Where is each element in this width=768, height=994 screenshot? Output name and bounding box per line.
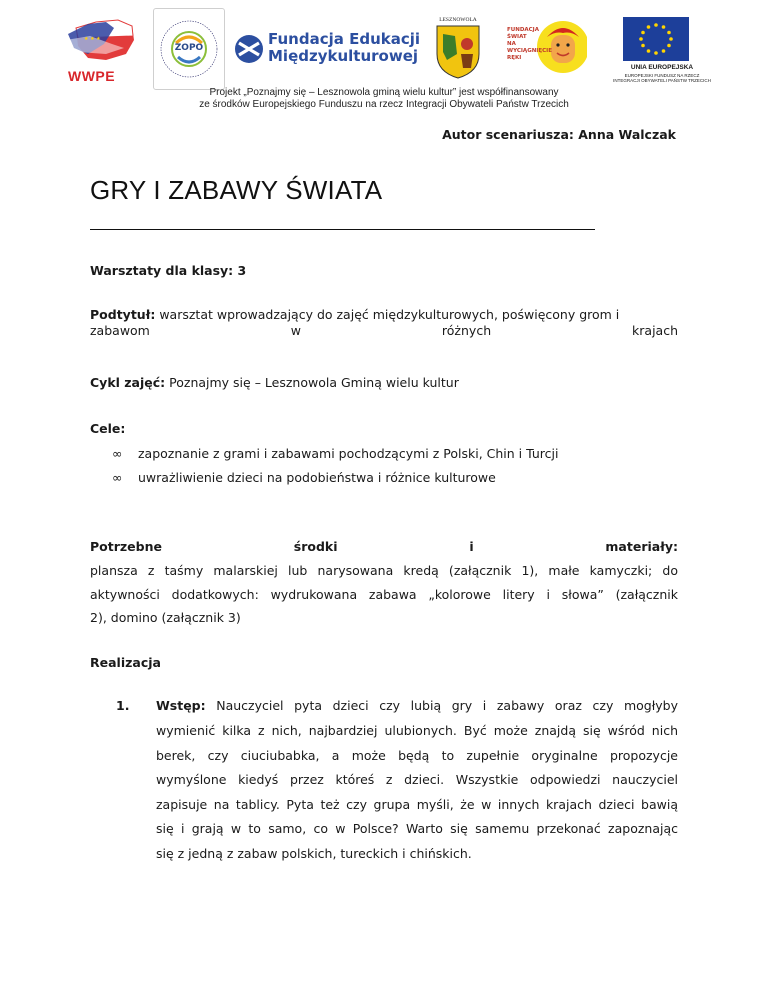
eu-logo bbox=[613, 17, 711, 87]
goals-label: Cele: bbox=[90, 421, 126, 436]
subtitle-word: zabawom bbox=[90, 323, 150, 338]
bullet-icon: ∞ bbox=[112, 470, 123, 485]
swiat-line1: FUNDACJA bbox=[507, 27, 539, 33]
step-line: się i grają w to samo, co w Polsce? Warto się samemu przekonać zapoznając bbox=[156, 821, 678, 836]
goal-item: zapoznanie z grami i zabawami pochodzącymi z Polski, Chin i Turcji bbox=[138, 446, 559, 461]
eu-fund-line1: EUROPEJSKI FUNDUSZ NA RZECZ bbox=[624, 73, 700, 78]
step-line: zapisuje na tablicy. Pyta też czy grupa myśli, że w innych krajach dzieci bawią bbox=[156, 797, 678, 812]
funding-note bbox=[0, 87, 768, 111]
globe-icon bbox=[234, 34, 264, 64]
funding-line1: Projekt „Poznajmy się – Lesznowola gminą wielu kultur” jest współfinansowany bbox=[209, 87, 559, 98]
subtitle-line2 bbox=[90, 322, 678, 340]
eu-fund-line2: INTEGRACJI OBYWATELI PAŃSTW TRZECICH bbox=[613, 78, 711, 83]
step-line: wymyślone kiedyś przez któreś z dzieci. Wszystkie odpowiedzi nauczyciel bbox=[156, 772, 678, 787]
svg-text:★ ★ ★: ★ ★ ★ bbox=[84, 36, 101, 42]
subtitle-word: różnych bbox=[441, 323, 492, 338]
funding-line2: ze środków Europejskiego Funduszu na rzecz Integracji Obywateli Państw Trzecich bbox=[199, 99, 569, 110]
swiat-line4: WYCIĄGNIĘCIE bbox=[507, 48, 552, 54]
materials-line: 2), domino (załącznik 3) bbox=[90, 610, 241, 625]
materials-line: plansza z taśmy malarskiej lub narysowana kredą (załącznik 1), małe kamyczki; do bbox=[90, 563, 678, 578]
materials-word: i bbox=[469, 539, 474, 554]
goal-item: uwrażliwienie dzieci na podobieństwa i różnice kulturowe bbox=[138, 470, 496, 485]
eu-label: UNIA EUROPEJSKA bbox=[630, 64, 694, 71]
swiat-na-wyciagniecie-reki-logo bbox=[507, 17, 587, 83]
page-title: GRY I ZABAWY ŚWIATA bbox=[90, 175, 383, 205]
lesznowola-crest bbox=[433, 17, 483, 79]
step-text: Nauczyciel pyta dzieci czy lubią gry i zabawy oraz czy mogłyby bbox=[216, 698, 678, 713]
step-line bbox=[156, 694, 678, 719]
cycle-line bbox=[90, 374, 678, 392]
cycle-text: Poznajmy się – Lesznowola Gminą wielu kultur bbox=[169, 375, 459, 390]
swiat-line3: NA bbox=[507, 41, 516, 47]
fundacja-line2: Międzykulturowej bbox=[268, 47, 419, 65]
cycle-label: Cykl zajęć: bbox=[90, 375, 166, 390]
zopo-text: ZOPO bbox=[174, 43, 204, 53]
materials-word: materiały: bbox=[605, 539, 678, 554]
shield-icon bbox=[433, 24, 483, 80]
class-label: Warsztaty dla klasy: 3 bbox=[90, 263, 247, 278]
swiat-line2: ŚWIAT bbox=[507, 34, 527, 40]
subtitle-word: w bbox=[290, 323, 302, 338]
fundacja-line1: Fundacja Edukacji bbox=[268, 30, 421, 48]
zopo-logo bbox=[153, 8, 225, 90]
swiat-line5: RĘKI bbox=[507, 55, 522, 61]
step-number: 1. bbox=[116, 698, 130, 713]
subtitle-text: warsztat wprowadzający do zajęć międzykulturowych, poświęcony grom i bbox=[159, 307, 620, 322]
materials-word: Potrzebne bbox=[90, 539, 162, 554]
realization-label: Realizacja bbox=[90, 655, 161, 670]
wwpe-text: WWPE bbox=[68, 68, 116, 84]
bullet-icon: ∞ bbox=[112, 446, 123, 461]
subtitle-word: krajach bbox=[632, 323, 678, 338]
step-line: berek, czy ciuciubabka, a może będą to zupełnie oryginalne propozycje bbox=[156, 748, 678, 763]
fundacja-edukacji-logo bbox=[234, 30, 424, 70]
step-label: Wstęp: bbox=[156, 698, 206, 713]
lesznowola-label: LESZNOWOLA bbox=[439, 17, 477, 23]
author-line: Autor scenariusza: Anna Walczak bbox=[442, 127, 676, 142]
title-underline bbox=[90, 229, 595, 230]
materials-line: aktywności dodatkowych: wydrukowana zabawa „kolorowe litery i słowa” (załącznik bbox=[90, 587, 678, 602]
logo-row bbox=[0, 0, 768, 92]
step-line: się z jedną z zabaw polskich, tureckich i chińskich. bbox=[156, 846, 472, 861]
wwpe-logo bbox=[66, 14, 144, 86]
materials-label bbox=[90, 538, 678, 556]
step-line: wymienić kilka z nich, najbardziej ulubionych. Być może znajdą się wśród nich bbox=[156, 723, 678, 738]
eu-flag-icon bbox=[623, 17, 689, 61]
subtitle-label: Podtytuł: bbox=[90, 307, 156, 322]
materials-word: środki bbox=[293, 539, 338, 554]
wwpe-map-icon bbox=[66, 14, 144, 70]
